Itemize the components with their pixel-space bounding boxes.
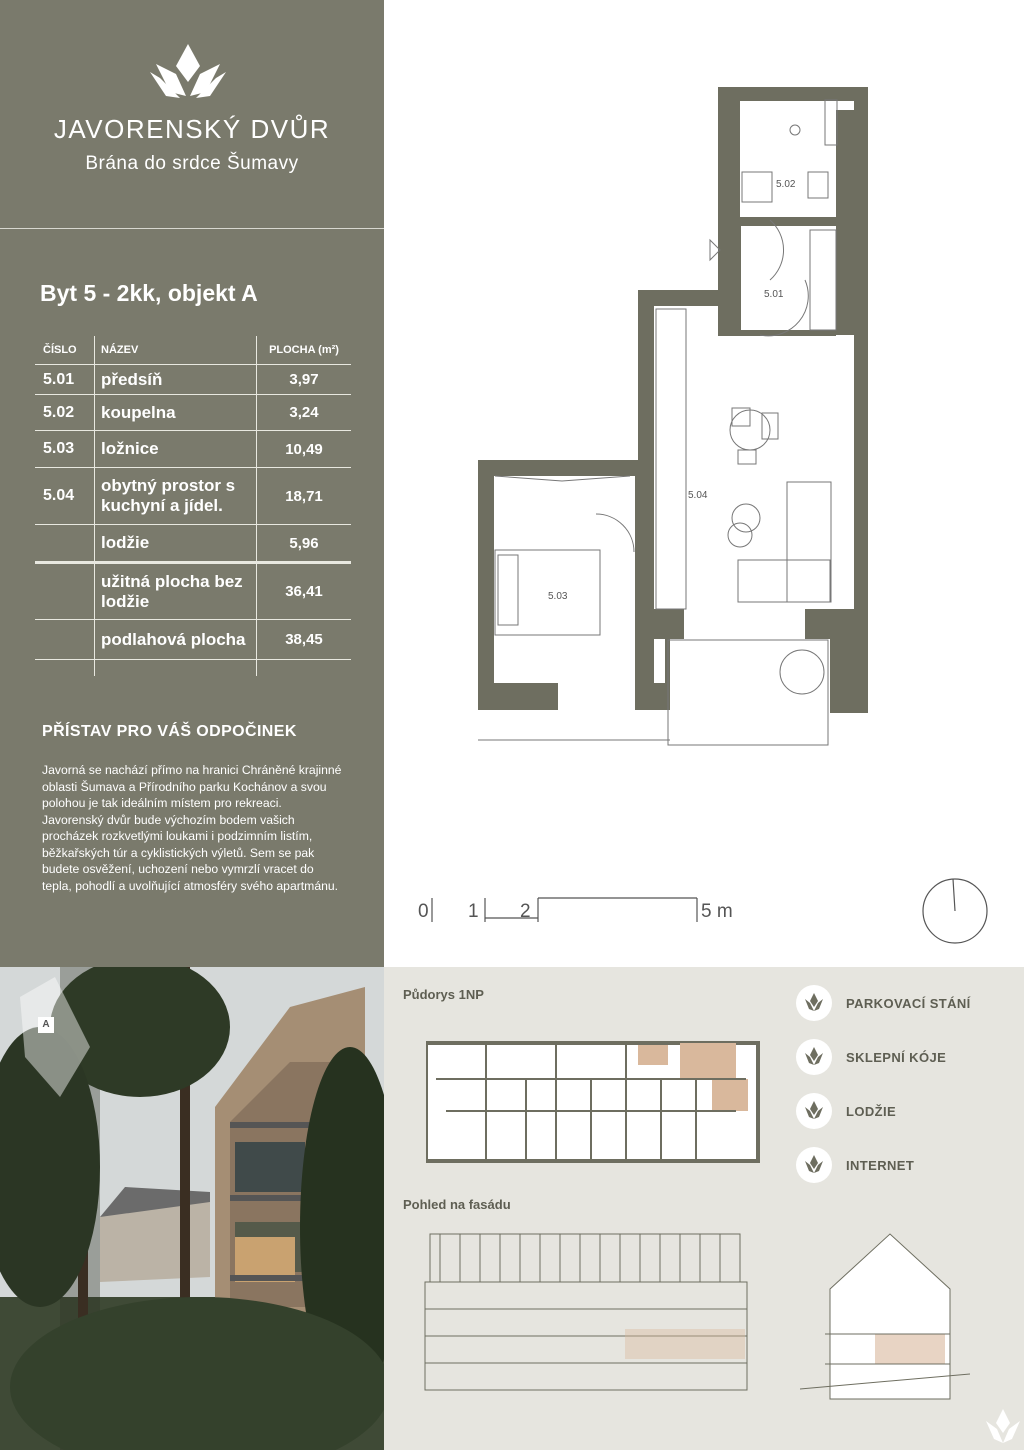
section-text: Javorná se nachází přímo na hranici Chráněné krajinné oblasti Šumava a Přírodního parku Kochánov a svou polohou je tak ideálním místem pro rekreaci. Javorenský dvůr bude výchozím bodem vašich procházek rozkvetlými loukami i podzimním listím, běžkařských túr a cyklistických výletů. Sem se pak budete osvěžení, uchození nebo vymrzlí vracet do tepla, pohodlí a uvolňující atmosféry svého apartmánu. [42,763,342,893]
unit-title: Byt 5 - 2kk, objekt A [40,280,258,306]
brand-subtitle: Brána do srdce Šumavy [85,153,299,174]
room-label-504: 5.04 [688,490,708,501]
room-name: předsíň [95,365,257,395]
room-name: užitná plocha bez lodžie [95,563,257,620]
room-area: 18,71 [257,468,352,525]
scale-label-2: 2 [520,901,531,922]
room-area: 3,24 [257,395,352,431]
maple-leaf-icon [796,1039,832,1075]
room-name: obytný prostor s kuchyní a jídel. [95,468,257,525]
amenity-label: SKLEPNÍ KÓJE [846,1050,947,1065]
divider [0,228,384,229]
facade-label: Pohled na fasádu [403,1197,511,1212]
floor-plan [470,80,880,755]
facade-front-drawing [420,1229,750,1394]
amenity-label: INTERNET [846,1158,915,1173]
table-row [35,365,351,395]
room-name: podlahová plocha [95,620,257,660]
amenity-label: PARKOVACÍ STÁNÍ [846,996,971,1011]
table-row [35,660,351,676]
table-row [35,431,351,468]
maple-leaf-icon [796,1093,832,1129]
scale-label-1: 1 [468,901,479,922]
room-number: 5.03 [35,431,95,468]
brand-title: JAVORENSKÝ DVŮR [53,114,331,144]
room-area: 38,45 [257,620,352,660]
building-photo [0,967,384,1450]
room-area: 10,49 [257,431,352,468]
section-title: PŘÍSTAV PRO VÁŠ ODPOČINEK [42,723,297,740]
amenity-parking [796,985,996,1025]
facade-side-drawing [800,1229,970,1404]
scale-label-5m: 5 m [701,901,733,922]
plan-furniture [478,100,837,745]
table-row [35,563,351,620]
room-table [35,336,351,676]
room-label-502: 5.02 [776,179,796,190]
room-number [35,620,95,660]
room-number [35,563,95,620]
header-name: NÁZEV [95,336,257,365]
info-sidebar [0,0,384,967]
room-number: 5.02 [35,395,95,431]
room-area: 5,96 [257,525,352,563]
room-name: koupelna [95,395,257,431]
room-number: 5.01 [35,365,95,395]
table-row [35,620,351,660]
amenity-label: LODŽIE [846,1104,897,1119]
room-name: ložnice [95,431,257,468]
amenity-cellar [796,1039,996,1079]
table-row [35,525,351,563]
maple-leaf-icon [796,985,832,1021]
maple-leaf-icon [796,1147,832,1183]
plan-walls [478,87,868,713]
room-number [35,525,95,563]
room-label-503: 5.03 [548,591,568,602]
scale-bar [410,880,770,930]
floorplan-label: Půdorys 1NP [403,987,484,1002]
bottom-panel [384,967,1024,1450]
north-compass-icon [920,876,990,946]
photo-render [0,967,384,1450]
header-area: PLOCHA (m²) [257,336,352,365]
room-area: 36,41 [257,563,352,620]
floor-1np-plan [426,1035,766,1165]
site-label-a: A [38,1017,54,1033]
amenity-loggia [796,1093,996,1133]
maple-leaf-logo-icon [150,44,226,100]
room-name: lodžie [95,525,257,563]
table-row [35,468,351,525]
table-row [35,395,351,431]
room-area: 3,97 [257,365,352,395]
amenity-internet [796,1147,996,1187]
room-number: 5.04 [35,468,95,525]
corner-leaf-icon [982,1407,1024,1447]
header-number: ČÍSLO [35,336,95,365]
room-label-501: 5.01 [764,289,784,300]
scale-label-0: 0 [418,901,429,922]
